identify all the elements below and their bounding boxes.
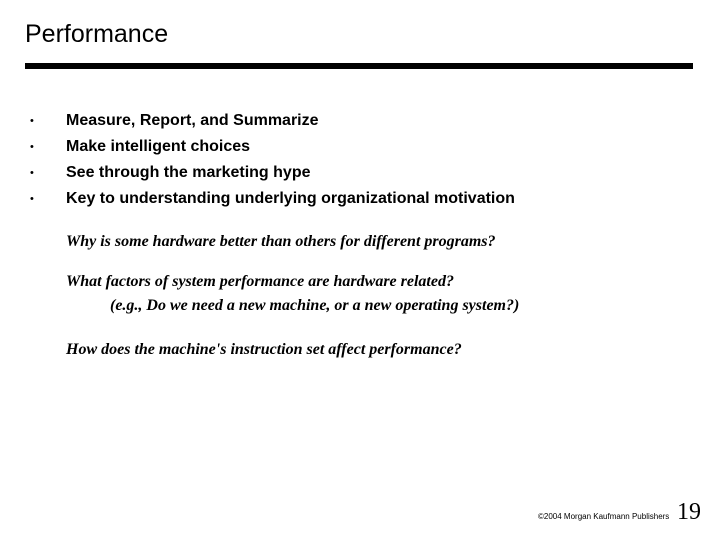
bullet-item	[30, 134, 515, 160]
bullet-item	[30, 160, 515, 186]
bullet-icon: •	[30, 193, 34, 205]
question-hardware-comparison: Why is some hardware better than others for different programs?	[66, 233, 496, 250]
bullet-item	[30, 186, 515, 212]
question-text: What factors of system performance are hardware related?	[66, 273, 454, 290]
question-hardware-factors	[66, 270, 519, 318]
bullet-text: Key to understanding underlying organizational motivation	[66, 190, 515, 207]
question-example: (e.g., Do we need a new machine, or a new operating system?)	[110, 297, 520, 314]
slide-title: Performance	[25, 20, 169, 48]
page-number: 19	[677, 499, 701, 525]
title-divider	[25, 63, 693, 69]
bullet-text: Make intelligent choices	[66, 138, 251, 155]
bullet-text: Measure, Report, and Summarize	[66, 112, 319, 129]
copyright-notice: ©2004 Morgan Kaufmann Publishers	[538, 512, 670, 521]
bullet-text: See through the marketing hype	[66, 164, 311, 181]
bullet-item	[30, 108, 515, 134]
bullet-icon: •	[30, 141, 34, 153]
bullet-icon: •	[30, 167, 34, 179]
question-instruction-set: How does the machine's instruction set affect performance?	[66, 341, 462, 358]
bullet-list	[30, 108, 515, 212]
bullet-icon: •	[30, 115, 34, 127]
